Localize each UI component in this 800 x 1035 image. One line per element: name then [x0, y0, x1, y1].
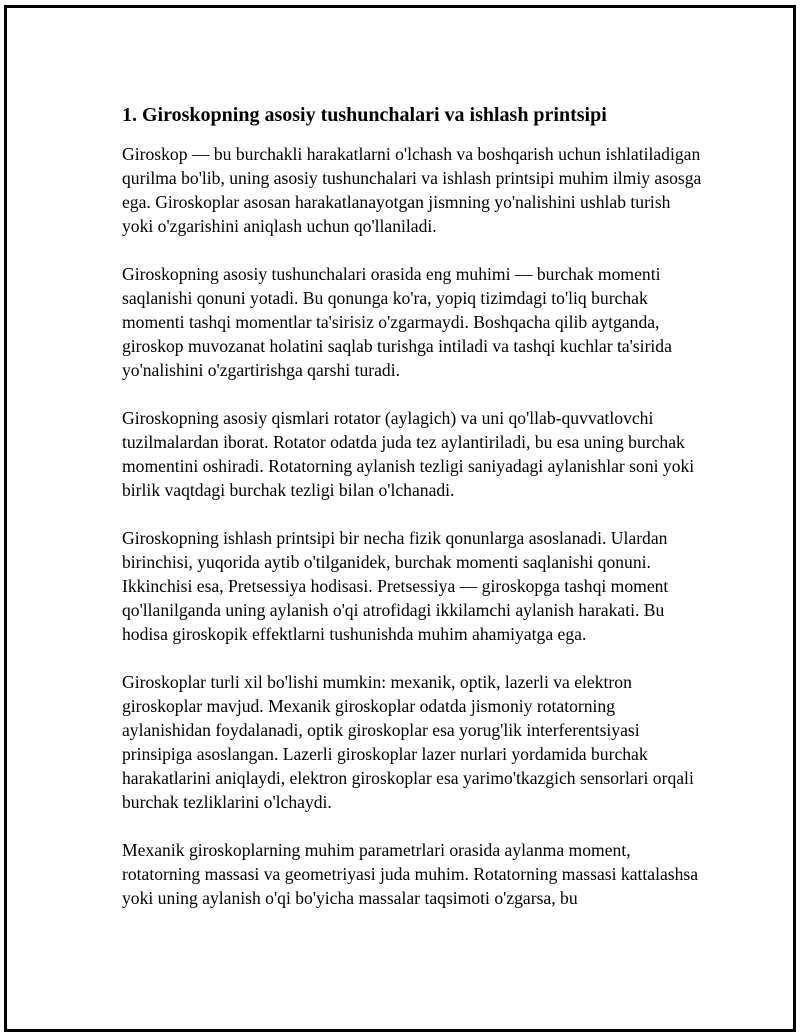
document-body: [122, 100, 702, 934]
paragraph-2: Giroskopning asosiy tushunchalari orasida eng muhimi — burchak momenti saqlanishi qonuni yotadi. Bu qonunga ko'ra, yopiq tizimdagi to'liq burchak momenti tashqi momentlar ta'sirisiz o'zgarmaydi. Boshqacha qilib aytganda, giroskop muvozanat holatini saqlab turishga intiladi va tashqi kuchlar ta'sirida yo'nalishini o'zgartirishga qarshi turadi.: [122, 264, 672, 380]
page-frame: [4, 5, 796, 1032]
paragraph-6: Mexanik giroskoplarning muhim parametrlari orasida aylanma moment, rotatorning massasi va geometriyasi juda muhim. Rotatorning massasi kattalashsa yoki uning aylanish o'qi bo'yicha massalar taqsimoti o'zgarsa, bu: [122, 840, 699, 908]
paragraph-1: Giroskop — bu burchakli harakatlarni o'lchash va boshqarish uchun ishlatiladigan qurilma bo'lib, uning asosiy tushunchalari va ishlash printsipi muhim ilmiy asosga ega. Giroskoplar asosan harakatlanayotgan jismning yo'nalishini ushlab turish yoki o'zgarishini aniqlash uchun qo'llaniladi.: [122, 144, 702, 236]
paragraph-5: Giroskoplar turli xil bo'lishi mumkin: mexanik, optik, lazerli va elektron giroskoplar mavjud. Mexanik giroskoplar odatda jismoniy rotatorning aylanishidan foydalanadi, optik giroskoplar esa yorug'lik interferentsiyasi prinsipiga asoslangan. Lazerli giroskoplar lazer nurlari yordamida burchak harakatlarini aniqlaydi, elektron giroskoplar esa yarimo'tkazgich sensorlari orqali burchak tezliklarini o'lchaydi.: [122, 672, 694, 812]
paragraph-4: Giroskopning ishlash printsipi bir necha fizik qonunlarga asoslanadi. Ulardan birinchisi, yuqorida aytib o'tilganidek, burchak momenti saqlanishi qonuni. Ikkinchisi esa, Pretsessiya hodisasi. Pretsessiya — giroskopga tashqi moment qo'llanilganda uning aylanish o'qi atrofidagi ikkilamchi aylanish harakati. Bu hodisa giroskopik effektlarni tushunishda muhim ahamiyatga ega.: [122, 528, 669, 644]
paragraph-3: Giroskopning asosiy qismlari rotator (aylagich) va uni qo'llab-quvvatlovchi tuzilmalardan iborat. Rotator odatda juda tez aylantiriladi, bu esa uning burchak momentini oshiradi. Rotatorning aylanish tezligi saniyadagi aylanishlar soni yoki birlik vaqtdagi burchak tezligi bilan o'lchanadi.: [122, 408, 695, 500]
section-heading: 1. Giroskopning asosiy tushunchalari va ishlash printsipi: [122, 104, 607, 126]
